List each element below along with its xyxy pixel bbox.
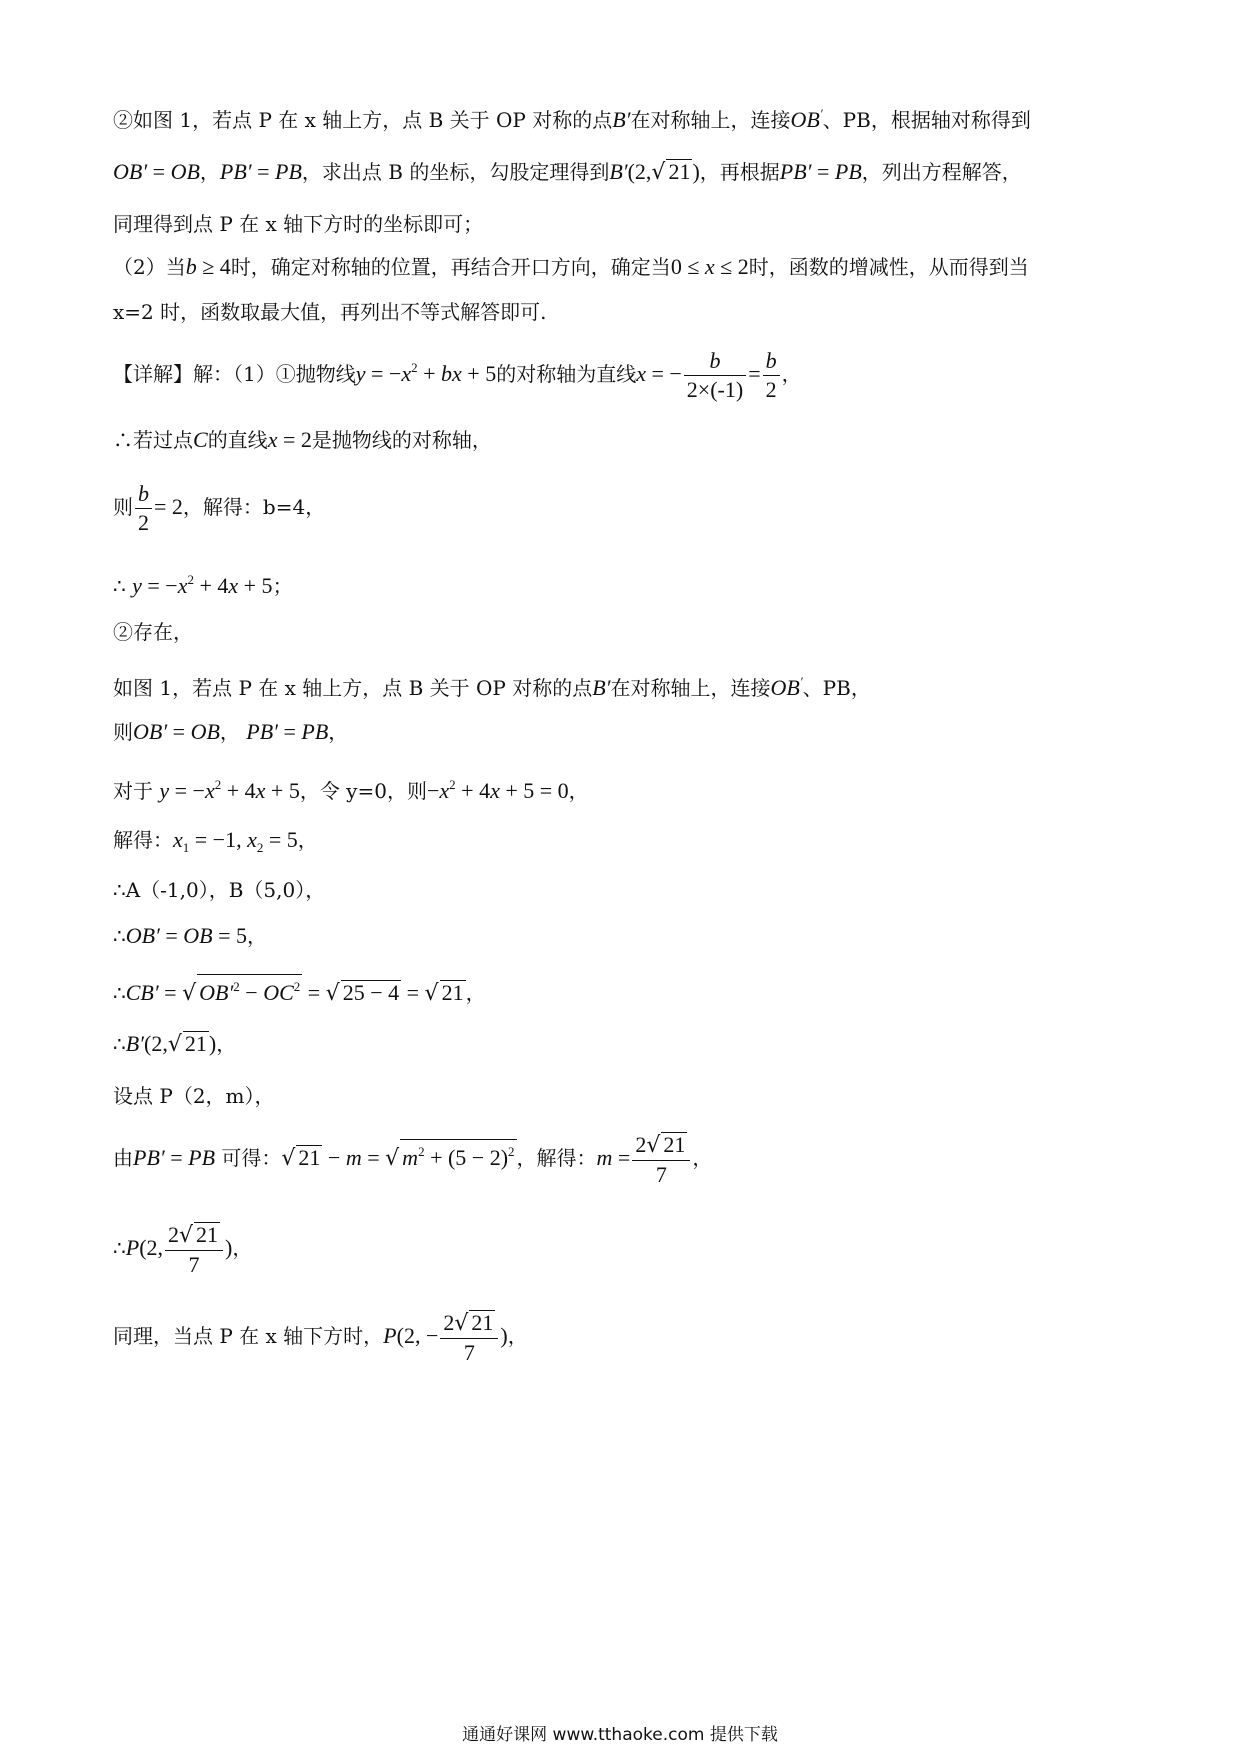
paragraph-line: 同理，当点 P 在 x 轴下方时，P(2, − $\frac{2√ 21}{7}$ )， bbox=[113, 1309, 528, 1365]
paragraph-line: ②如图 1，若点 P 在 x 轴上方，点 B 关于 OP 对称的点B′在对称轴上，连接OB′、PB，根据轴对称得到 bbox=[113, 106, 1031, 132]
paragraph-line: 设点 P（2，m）， bbox=[113, 1084, 275, 1108]
paragraph-line: 【详解】解：（1）①抛物线$y = -x^2$ + bx + 5的对称轴为直线x = − $\frac{b}{2\times(-1)}$ = $\frac{b}{2}$ ， bbox=[113, 348, 802, 402]
fraction: $\frac{b}{2\times(-1)}$ bbox=[684, 347, 746, 404]
paragraph-line: 同理得到点 P 在 x 轴下方时的坐标即可； bbox=[113, 212, 484, 236]
paragraph-line: 则 $\frac{b}{2}$ = 2，解得：b=4， bbox=[113, 481, 326, 535]
paragraph-line: 解得：$x_1 = -1$, $x_2 = 5$， bbox=[113, 827, 318, 855]
paragraph-line: 如图 1，若点 P 在 x 轴上方，点 B 关于 OP 对称的点B′在对称轴上，连接OB′、PB， bbox=[113, 674, 871, 700]
paragraph-line: ∴P(2, $\frac{2√ 21}{7}$ )， bbox=[113, 1221, 253, 1277]
page-footer: 通通好课网 www.tthaoke.com 提供下载 bbox=[462, 1725, 778, 1745]
paragraph-line: 则OB′ = OB， PB′ = PB， bbox=[113, 719, 349, 744]
fraction: $\frac{2√ 21}{7}$ bbox=[632, 1131, 690, 1189]
fraction: $\frac{2√ 21}{7}$ bbox=[165, 1221, 223, 1279]
paragraph-line: OB′ = OB，PB′ = PB，求出点 B 的坐标，勾股定理得到B′(2,√ 21)，再根据PB′ = PB，列出方程解答， bbox=[113, 159, 1022, 185]
paragraph-line: （2）当b ≥ 4时，确定对称轴的位置，再结合开口方向，确定当0 ≤ x ≤ 2时，函数的增减性，从而得到当 bbox=[113, 254, 1029, 279]
paragraph-line: ∴B′(2,√ 21)， bbox=[113, 1031, 237, 1057]
paragraph-line: ∴CB′ = √ $OB'^2 - OC^2$ = √ 25 − 4 = √ 21 ， bbox=[113, 974, 486, 1008]
fraction: $\frac{2√ 21}{7}$ bbox=[440, 1309, 498, 1367]
fraction: $\frac{b}{2}$ bbox=[135, 480, 152, 537]
paragraph-line: ∴若过点C的直线x = 2是抛物线的对称轴， bbox=[113, 427, 492, 452]
paragraph-line: ∴ $y = -x^2 + 4x + 5$； bbox=[113, 572, 293, 598]
paragraph-line: x=2 时，函数取最大值，再列出不等式解答即可. bbox=[113, 300, 547, 324]
paragraph-line: 由PB′ = PB 可得：√ 21 − m = √ $m^2 + (5 - 2)^2$ ，解得：m = $\frac{2√ 21}{7}$ ， bbox=[113, 1131, 713, 1187]
paragraph-line: ∴A（-1,0），B（5,0）， bbox=[113, 878, 326, 902]
paragraph-line: ②存在， bbox=[113, 620, 193, 644]
fraction: $\frac{b}{2}$ bbox=[763, 347, 780, 404]
paragraph-line: 对于 $y = -x^2 + 4x + 5$，令 y=0，则$-x^2 + 4x + 5 = 0$， bbox=[113, 777, 589, 803]
paragraph-line: ∴OB′ = OB = 5， bbox=[113, 923, 268, 948]
